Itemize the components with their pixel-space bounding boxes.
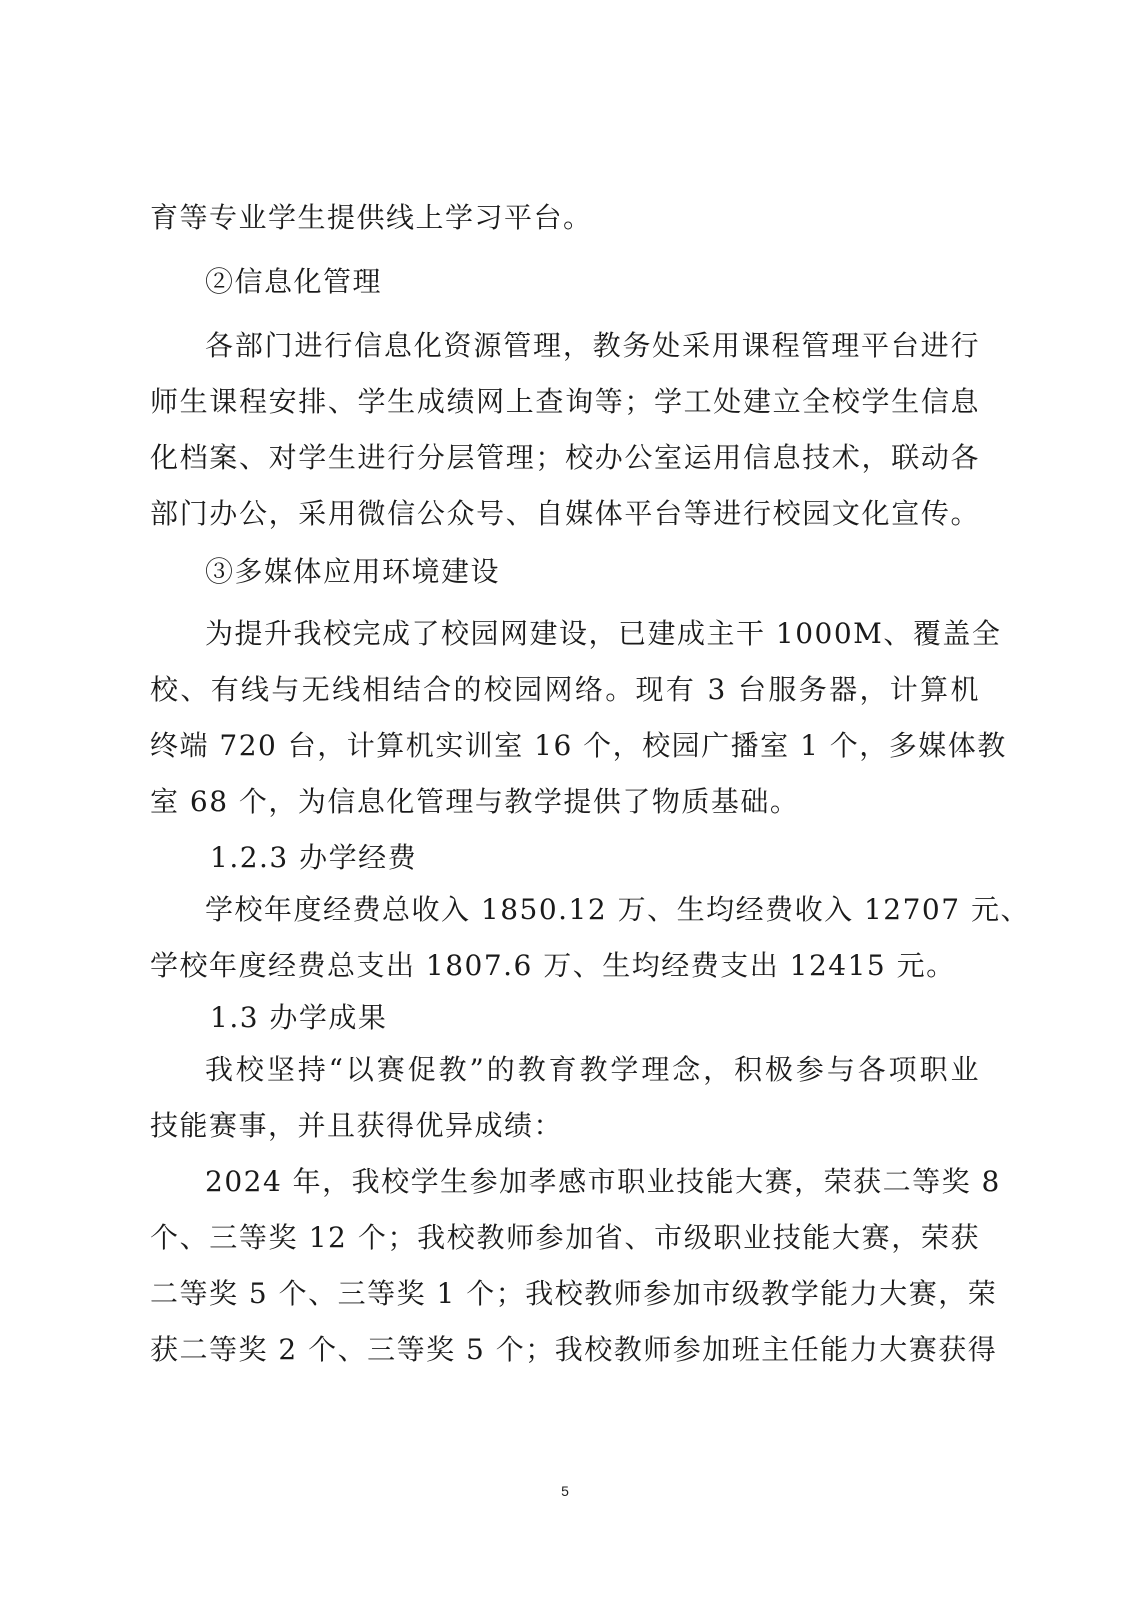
paragraph-line: 2024 年，我校学生参加孝感市职业技能大赛，荣获二等奖 8 — [205, 1165, 1001, 1198]
paragraph-line: 各部门进行信息化资源管理，教务处采用课程管理平台进行 — [205, 329, 980, 362]
paragraph-line: 学校年度经费总支出 1807.6 万、生均经费支出 12415 元。 — [150, 949, 956, 982]
paragraph-line: 育等专业学生提供线上学习平台。 — [150, 201, 593, 234]
section-heading-funding: 1.2.3 办学经费 — [210, 841, 418, 874]
paragraph-line: 为提升我校完成了校园网建设，已建成主干 1000M、覆盖全 — [205, 617, 1002, 650]
section-heading-multimedia-environment: ③多媒体应用环境建设 — [205, 555, 501, 588]
paragraph-line: 校、有线与无线相结合的校园网络。现有 3 台服务器，计算机 — [150, 673, 980, 706]
paragraph-line: 学校年度经费总收入 1850.12 万、生均经费收入 12707 元、 — [205, 893, 1030, 926]
section-heading-achievements: 1.3 办学成果 — [210, 1001, 388, 1034]
section-heading-informatization-management: ②信息化管理 — [205, 265, 383, 298]
paragraph-line: 终端 720 台，计算机实训室 16 个，校园广播室 1 个，多媒体教 — [150, 729, 1007, 762]
page-number: 5 — [561, 1483, 569, 1499]
paragraph-line: 个、三等奖 12 个；我校教师参加省、市级职业技能大赛，荣获 — [150, 1221, 980, 1254]
paragraph-line: 室 68 个，为信息化管理与教学提供了物质基础。 — [150, 785, 800, 818]
paragraph-line: 技能赛事，并且获得优异成绩： — [150, 1109, 564, 1142]
paragraph-line: 化档案、对学生进行分层管理；校办公室运用信息技术，联动各 — [150, 441, 980, 474]
paragraph-line: 获二等奖 2 个、三等奖 5 个；我校教师参加班主任能力大赛获得 — [150, 1333, 998, 1366]
paragraph-line: 师生课程安排、学生成绩网上查询等；学工处建立全校学生信息 — [150, 385, 980, 418]
paragraph-line: 我校坚持“以赛促教”的教育教学理念，积极参与各项职业 — [205, 1053, 980, 1086]
paragraph-line: 二等奖 5 个、三等奖 1 个；我校教师参加市级教学能力大赛，荣 — [150, 1277, 998, 1310]
paragraph-line: 部门办公，采用微信公众号、自媒体平台等进行校园文化宣传。 — [150, 497, 980, 530]
